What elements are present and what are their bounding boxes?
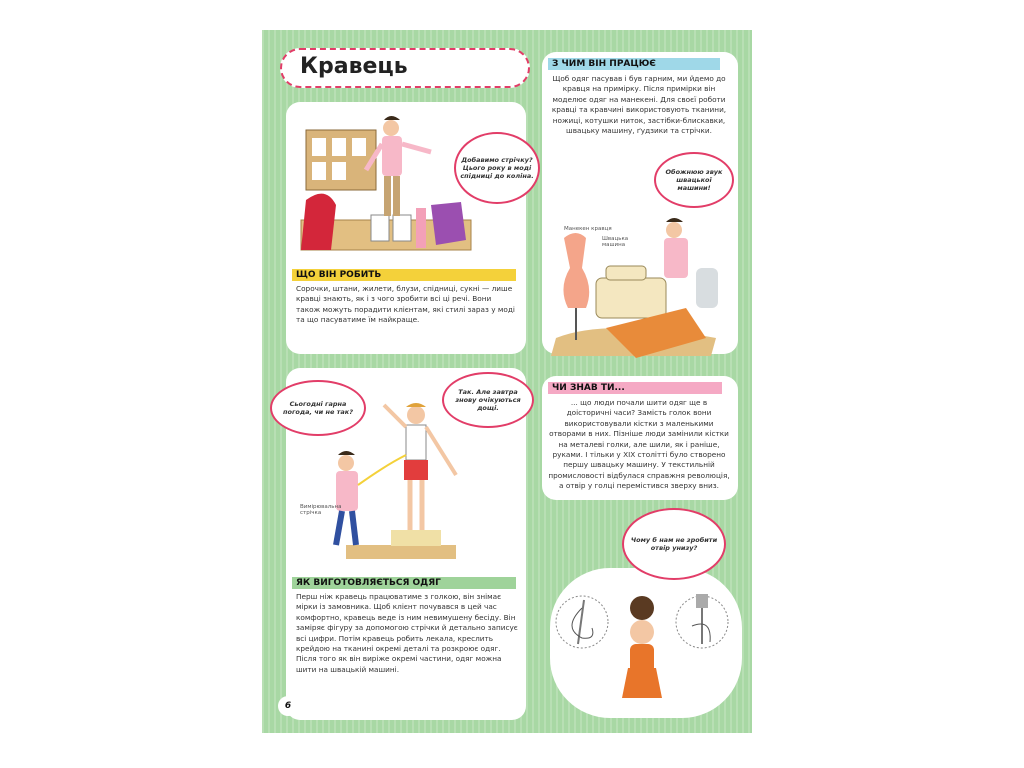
label-machine: Швацька машина [602, 236, 629, 248]
text-did-you-know: ... що люди почали шити одяг ще в доісторичні часи? Замість голок вони використовували кістки з маленькими отворами в них. Пізніше люди замінили кістки на металеві голки, але шили, як і раніше, руками. І тільки у XIX столітті було створено першу швацьку машину. У текстильній промисловості відбулася справжня революція, а отвір у голці перемістився зверху вниз. [548, 398, 730, 491]
text-how-made: Перш ніж кравець працюватиме з голкою, він знімає мірки із замовника. Щоб клієнт почувався в цей час комфортно, кравець веде із ним невимушену бесіду. Він заміряє фігуру за допомогою стрічки й детально записує всі цифри. Потім кравець робить лекала, креслить крейдою на тканині окремі деталі та розкроює одяг. Після того як він виріже окремі частини, одяг можна шити на швацькій машині. [296, 592, 518, 674]
header-did-you-know: ЧИ ЗНАВ ТИ... [548, 382, 722, 394]
text-works-with: Щоб одяг пасував і був гарним, ми йдемо до кравця на примірку. Після примірки він моделює одяг на манекені. Для своєї роботи кравці та кравчині використовують тканини, ножиці, котушки ниток, застібки-блискавки, швацьку машину, ґудзики та стрічки. [551, 74, 727, 136]
speech-bubble-works-with: Обожнюю звук швацької машини! [654, 152, 734, 208]
label-tape: Вимірювальна стрічка [300, 504, 342, 516]
title-box [280, 48, 530, 88]
text-what-he-does: Сорочки, штани, жилети, блузи, спідниці, сукні — лише кравці знають, як і з чого зробити всі ці речі. Вони також можуть порадити клієнтам, які стилі зараз у моді та що пасуватиме їм найкраще. [296, 284, 515, 325]
tailor-workbench-illustration [296, 110, 476, 260]
book-page [262, 30, 752, 733]
header-what-he-does: ЩО ВІН РОБИТЬ [292, 269, 516, 281]
page-number: 6 [278, 696, 298, 716]
header-works-with: З ЧИМ ВІН ПРАЦЮЄ [548, 58, 720, 70]
speech-bubble-how-made-right: Так. Але завтра знову очікуються дощі. [442, 372, 534, 428]
speech-bubble-what-he-does: Добавимо стрічку? Цього року в моді спідниці до коліна. [454, 132, 540, 204]
needles-illustration [552, 578, 732, 718]
speech-bubble-did-you-know: Чому б нам не зробити отвір унизу? [622, 508, 726, 580]
speech-bubble-how-made-left: Сьогодні гарна погода, чи не так? [270, 380, 366, 436]
label-mannequin: Манекен кравця [564, 226, 612, 232]
header-how-made: ЯК ВИГОТОВЛЯЄТЬСЯ ОДЯГ [292, 577, 516, 589]
measuring-illustration [306, 395, 486, 565]
page-title: Кравець [300, 54, 408, 79]
